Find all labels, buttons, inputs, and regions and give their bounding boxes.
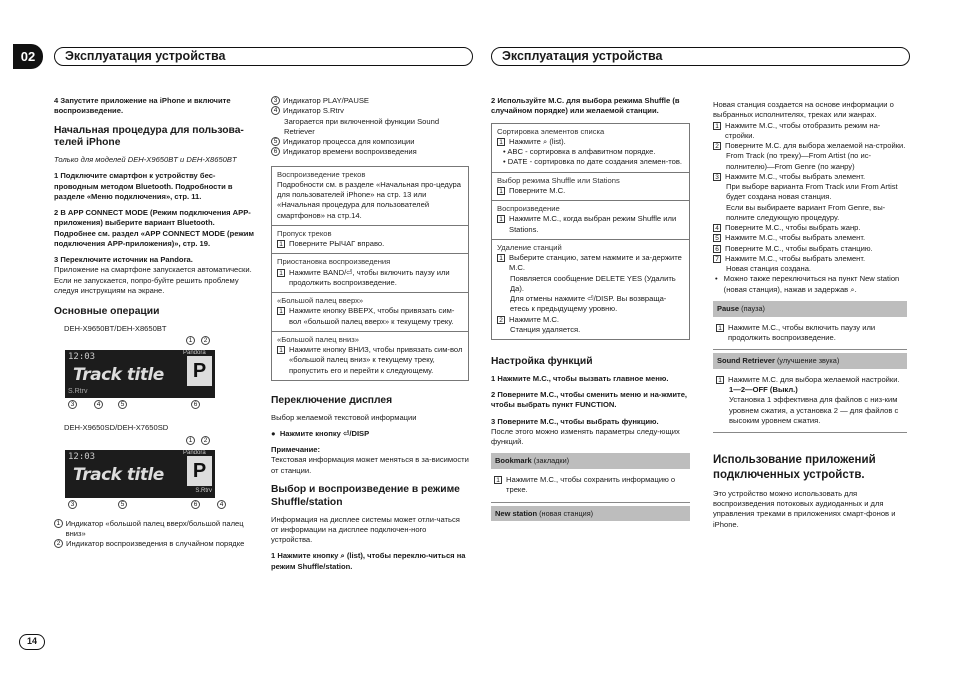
callout: 6 <box>191 400 200 409</box>
row-caption: Пропуск треков <box>277 228 332 238</box>
table-row <box>492 201 689 240</box>
legend-text: Индикатор S.Rtrv <box>283 106 344 116</box>
row-text: Поверните M.C., чтобы выбрать жанр. <box>725 223 861 232</box>
section-number: 02 <box>13 44 43 69</box>
row-caption: Удаление станций <box>497 242 562 252</box>
ns-subtext: Если вы выбираете вариант From Genre, вы-полните следующую процедуру. <box>726 202 886 222</box>
bullet-text: ABC - сортировка в алфавитном порядке. <box>507 147 656 156</box>
callouts-b-top <box>65 434 220 447</box>
column-2 <box>271 96 469 578</box>
left-page-title: Эксплуатация устройства <box>54 47 473 66</box>
row-subtext: Станция удаляется. <box>510 324 581 334</box>
step-num: 1 <box>277 269 285 277</box>
row-caption: «Большой палец вниз» <box>277 334 359 344</box>
callout: 3 <box>68 500 77 509</box>
row-caption: Воспроизведение <box>497 204 560 213</box>
callout: 5 <box>118 500 127 509</box>
callout: 6 <box>191 500 200 509</box>
func-step-3-text: После этого можно изменять параметры следу-ющих функций. <box>491 426 680 447</box>
step-num: 1 <box>713 122 721 130</box>
display-bullet: ● Нажмите кнопку ⏎/DISP <box>271 428 370 438</box>
bar-title: Bookmark <box>495 456 532 466</box>
row-text: Нажмите M.C. <box>509 314 560 324</box>
models-note: Только для моделей DEH-X9650BT и DEH-X8650BT <box>54 155 237 165</box>
legend-6 <box>271 147 469 157</box>
bullet-dot: • <box>715 274 718 284</box>
callout: 6 <box>271 147 280 156</box>
table-row <box>272 293 468 332</box>
bar-title: New station <box>495 508 538 518</box>
legend-1 <box>54 519 254 540</box>
callout: 4 <box>217 500 226 509</box>
step-num: 1 <box>277 346 285 354</box>
heading-basic-ops: Основные операции <box>54 306 160 318</box>
display-source-label: Pandora <box>183 350 206 357</box>
ns-step <box>713 244 907 254</box>
bullet-date: • DATE - сортировка по дате создания элемен-тов. <box>503 157 682 167</box>
row-caption: Воспроизведение треков <box>277 169 366 179</box>
callouts-b-bottom <box>65 498 224 511</box>
callout: 1 <box>186 436 195 445</box>
legend-3 <box>271 96 469 106</box>
model-a-label: DEH-X9650BT/DEH-X8650BT <box>64 324 167 334</box>
display-a <box>65 350 215 398</box>
step-1: 1 Подключите смартфон к устройству бес-проводным методом Bluetooth. Подробности в разделе «Меню подключения», стр. 11. <box>54 171 233 201</box>
func-step-2: 2 Поверните M.C., чтобы сменить меню и на-жмите, чтобы выбрать пункт FUNCTION. <box>491 390 688 410</box>
callout: 2 <box>201 436 210 445</box>
bullet-abc: • ABC - сортировка в алфавитном порядке. <box>503 147 656 156</box>
legend-text: Индикатор PLAY/PAUSE <box>283 96 369 105</box>
table-row <box>272 167 468 226</box>
sound-retriever-step <box>713 369 907 433</box>
row-subtext: Появляется сообщение DELETE YES (Удалить Да). <box>510 273 676 293</box>
callouts-a-top <box>65 334 220 347</box>
step-3: 3 Переключите источник на Pandora. <box>54 255 193 265</box>
display-text: Выбор желаемой текстовой информации <box>271 412 417 422</box>
ns-step <box>713 121 907 142</box>
table-row <box>272 254 468 293</box>
legend-4-desc: Загорается при включенной функции Sound Retriever <box>284 116 440 136</box>
step-num: 1 <box>494 476 502 484</box>
step-4: 4 Запустите приложение на iPhone и включите воспроизведение. <box>54 96 231 116</box>
step-num: 5 <box>713 234 721 242</box>
ns-step <box>713 141 907 151</box>
row-text: Нажмите M.C., чтобы включить паузу или продолжить воспроизведение. <box>728 322 876 342</box>
sound-retriever-bar <box>713 353 907 369</box>
display-srtrv: S.Rtrv <box>68 388 88 396</box>
step-num: 7 <box>713 255 721 263</box>
callout: 5 <box>271 137 280 146</box>
row-text: Можно также переключиться на пункт New station (новая станция), нажав и задержав ⌕. <box>723 274 900 294</box>
step-num: 1 <box>716 376 724 384</box>
legend-5 <box>271 137 469 147</box>
row-text: Поверните M.C., чтобы выбрать станцию. <box>725 243 873 253</box>
right-page-title: Эксплуатация устройства <box>491 47 910 66</box>
func-step-3: 3 Поверните M.C., чтобы выбрать функцию. <box>491 416 659 426</box>
column-4 <box>713 100 907 536</box>
table-row <box>492 240 689 339</box>
new-station-bar <box>491 506 690 522</box>
table-row <box>492 124 689 173</box>
row-subtext: Для отмены нажмите ⏎/DISP. Вы возвраща-етесь к предыдущему уровню. <box>510 294 667 314</box>
row-caption: Сортировка элементов списка <box>497 126 605 136</box>
step-num: 1 <box>497 138 505 146</box>
func-step-1: 1 Нажмите M.C., чтобы вызвать главное меню. <box>491 373 669 383</box>
step-num: 4 <box>713 224 721 232</box>
bar-title: Sound Retriever <box>717 356 775 365</box>
row-text: Нажмите ⌕ (list). <box>509 136 566 146</box>
row-caption: Приостановка воспроизведения <box>277 257 391 267</box>
operations-table <box>271 166 469 381</box>
callout: 1 <box>186 336 195 345</box>
row-text: Поверните M.C. для выбора желаемой на-стройки. <box>725 141 906 150</box>
legend-text: Индикатор «большой палец вверх/большой палец вниз» <box>65 518 244 538</box>
bookmark-bar <box>491 453 690 469</box>
row-text: Поверните РЫЧАГ вправо. <box>289 239 385 248</box>
row-text: Нажмите M.C., чтобы выбрать элемент. <box>725 253 866 263</box>
page-number: 14 <box>19 634 45 650</box>
column-1 <box>54 96 254 549</box>
step-num: 1 <box>277 240 285 248</box>
step-num: 1 <box>497 187 505 195</box>
callout: 3 <box>271 96 280 105</box>
table-row <box>272 332 468 380</box>
display-track-title: Track title <box>73 464 164 485</box>
row-caption: Выбор режима Shuffle или Stations <box>497 175 620 185</box>
step-num: 2 <box>497 316 505 324</box>
ns-step <box>713 172 907 182</box>
new-station-intro: Новая станция создается на основе информации о выбранных исполнителях, треках или жанрах. <box>713 100 894 120</box>
row-text: Нажмите M.C., чтобы выбрать элемент. <box>725 171 866 181</box>
shuffle-table <box>491 123 690 341</box>
heading-display-switch: Переключение дисплея <box>271 394 393 406</box>
step-num: 1 <box>497 254 505 262</box>
table-row <box>272 226 468 255</box>
legend-text: Индикатор процесса для композиции <box>283 137 415 146</box>
step-num: 1 <box>497 215 505 223</box>
apps-text: Это устройство можно использовать для воспроизведения потоковых аудиоданных и для управления треками в приложениях смарт-фонов и iPhone. <box>713 488 896 529</box>
row-text: Нажмите BAND/⏎, чтобы включить паузу или продолжить воспроизведение. <box>289 267 450 287</box>
column-3 <box>491 96 690 521</box>
callouts-a-bottom <box>65 398 220 411</box>
display-b <box>65 450 215 498</box>
heading-apps: Использование приложений подключенных устройств. <box>713 454 876 481</box>
callout: 2 <box>201 336 210 345</box>
legend-text: Индикатор времени воспроизведения <box>283 147 417 157</box>
display-track-title: Track title <box>73 365 164 386</box>
model-b-label: DEH-X9650SD/DEH-X7650SD <box>64 423 169 433</box>
ns-subtext: From Track (по треку)—From Artist (по ис-полнителю)—From Genre (по жанру) <box>726 151 872 171</box>
step-num: 1 <box>277 307 285 315</box>
callout: 3 <box>68 400 77 409</box>
callout: 5 <box>118 400 127 409</box>
step-2: 2 В APP CONNECT MODE (Режим подключения APP-приложения) выберите вариант Bluetooth. Подробнее см. раздел «APP CONNECT MODE (режим подключения APP-приложения)», стр. 19. <box>54 208 255 248</box>
table-row <box>492 173 689 202</box>
sr-options: 1—2—OFF (Выкл.) <box>729 385 798 394</box>
step-num: 6 <box>713 245 721 253</box>
display-time: 12:03 <box>68 451 96 462</box>
row-text: Нажмите M.C., чтобы сохранить информацию о треке. <box>506 475 676 495</box>
row-text: Нажмите M.C., когда выбран режим Shuffle или Stations. <box>509 214 677 234</box>
bar-subtitle: (пауза) <box>741 303 765 313</box>
bookmark-step <box>491 469 690 503</box>
ns-bullet <box>713 274 907 295</box>
display-time: 12:03 <box>68 352 96 363</box>
sr-desc: Установка 1 эффективна для файлов с низ-ким уровнем сжатия, а установка 2 — для файлов с высоким уровнем сжатия. <box>729 395 899 425</box>
row-text: Нажмите M.C. для выбора желаемой настройки. <box>728 374 900 384</box>
pandora-p-icon: P <box>187 356 212 386</box>
ns-step <box>713 223 907 233</box>
display-srtrv-bottom: S.Rtrv <box>195 487 212 494</box>
step-num: 2 <box>713 142 721 150</box>
heading-iphone-start: Начальная процедура для пользова-телей iPhone <box>54 124 244 149</box>
callout: 4 <box>94 400 103 409</box>
callout: 2 <box>54 539 63 548</box>
note-text: Текстовая информация может меняться в за-висимости от станции. <box>271 455 469 475</box>
note-heading: Примечание: <box>271 445 321 455</box>
callout: 1 <box>54 519 63 528</box>
legend-4 <box>271 106 469 116</box>
heading-shuffle: Выбор и воспроизведение в режиме Shuffle/station <box>271 483 460 508</box>
display-source-label: Pandora <box>183 449 206 456</box>
pause-bar <box>713 301 907 317</box>
row-text: Подробности см. в разделе «Начальная про-цедура для пользователей iPhone» на стр. 13 или «Начальная процедура для пользователей смартфонов» на стр.14. <box>277 179 461 220</box>
row-text: Выберите станцию, затем нажмите и за-держите M.C. <box>509 253 682 273</box>
ns-subtext: При выборе варианта From Track или From Artist будет создана новая станция. <box>726 182 898 202</box>
step-3-text: Приложение на смартфоне запускается автоматически. Если не запускается, попро-буйте решить проблему следуя инструкциям на экране. <box>54 265 252 295</box>
row-text: Нажмите M.C., чтобы отобразить режим на-стройки. <box>725 120 881 140</box>
row-text: Нажмите кнопку ВНИЗ, чтобы привязать сим-вол «большой палец вниз» к текущему треку, пропустить его и перейти к следующему. <box>289 345 463 375</box>
row-caption: «Большой палец вверх» <box>277 296 364 305</box>
step-2: 2 Используйте M.C. для выбора режима Shuffle (в случайном порядке) или желаемой станции. <box>491 96 680 116</box>
bullet-text: Нажмите кнопку ⏎/DISP <box>279 428 370 438</box>
pandora-p-icon: P <box>187 456 212 486</box>
pause-step <box>713 317 907 351</box>
ns-step <box>713 254 907 264</box>
row-text: Поверните M.C. <box>509 185 566 195</box>
ns-subtext: Новая станция создана. <box>726 264 812 273</box>
bar-subtitle: (улучшение звука) <box>776 356 840 365</box>
legend-text: Индикатор воспроизведения в случайном порядке <box>66 539 245 549</box>
row-text: Нажмите M.C., чтобы выбрать элемент. <box>725 233 866 243</box>
legend-2 <box>54 539 254 549</box>
bar-title: Pause <box>717 303 740 313</box>
bar-subtitle: (новая станция) <box>539 508 594 518</box>
bullet-text: DATE - сортировка по дате создания элемен-тов. <box>507 157 682 167</box>
step-num: 1 <box>716 324 724 332</box>
ns-step <box>713 233 907 243</box>
shuffle-step-1: 1 Нажмите кнопку ⌕ (list), чтобы переклю-читься на режим Shuffle/station. <box>271 551 466 571</box>
callout: 4 <box>271 106 280 115</box>
heading-functions: Настройка функций <box>491 356 593 367</box>
step-num: 3 <box>713 173 721 181</box>
row-text: Нажмите кнопку ВВЕРХ, чтобы привязать сим-вол «большой палец вверх» к текущему треку. <box>289 306 455 326</box>
bar-subtitle: (закладки) <box>533 456 570 466</box>
shuffle-text: Информация на дисплее системы может отли-чаться от информации на дисплее подключен-ного устройства. <box>271 514 460 545</box>
